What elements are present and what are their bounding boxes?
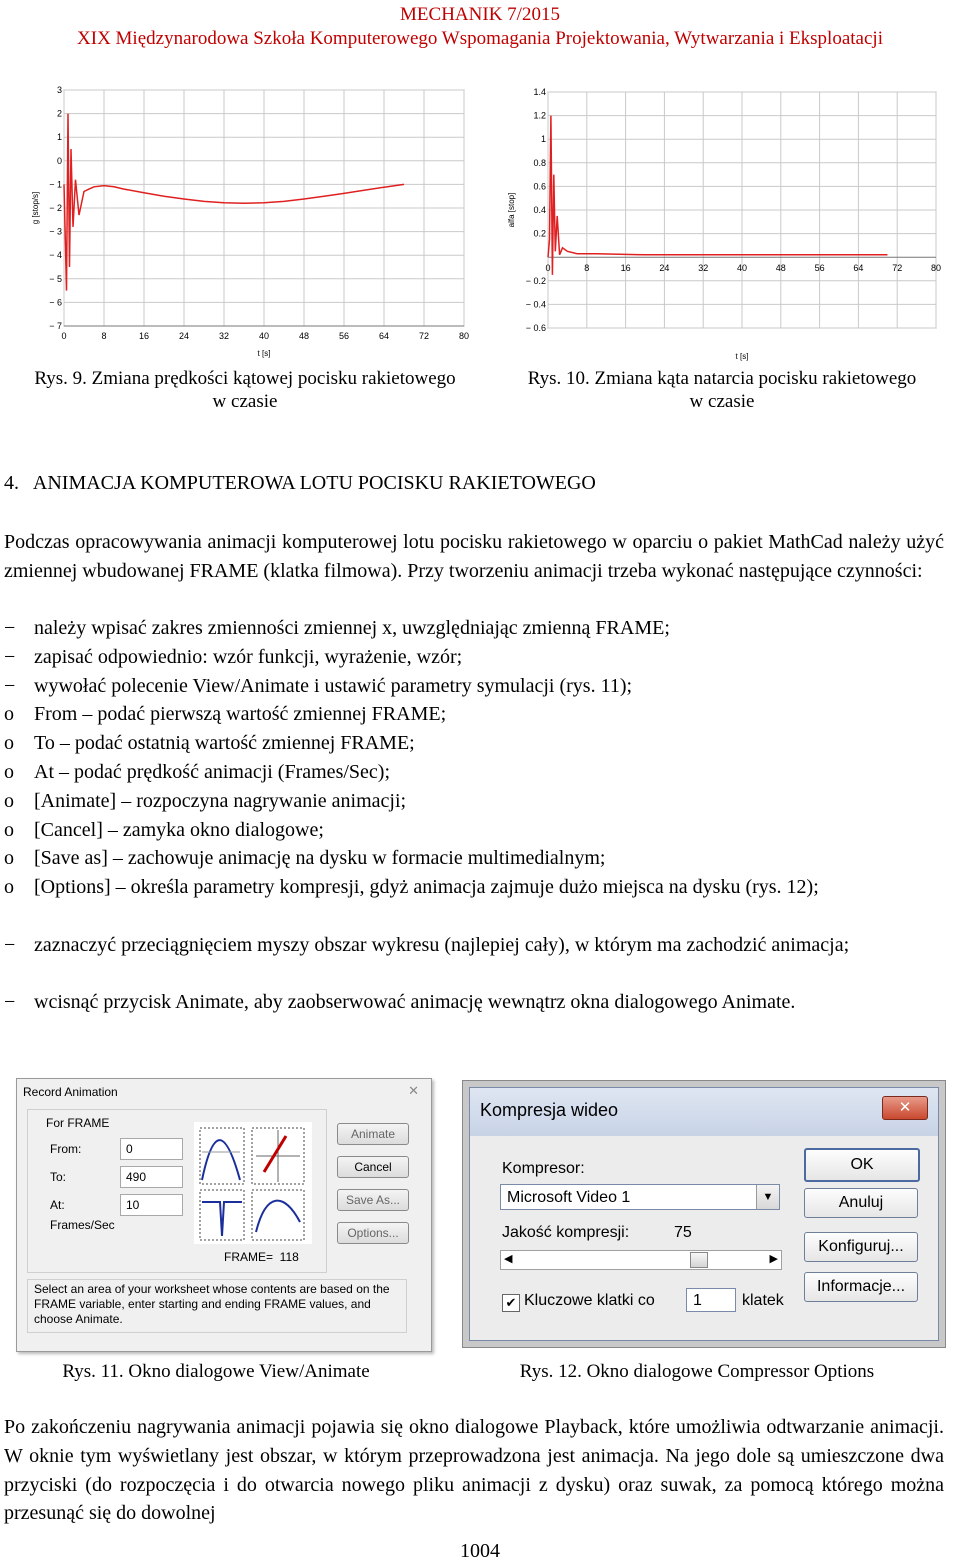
list-marker: − xyxy=(4,617,16,639)
y-axis-title: g [stop/s] xyxy=(31,191,40,225)
list-text: At – podać prędkość animacji (Frames/Sec); xyxy=(34,761,390,783)
list-text: [Animate] – rozpoczyna nagrywanie animacji; xyxy=(34,789,407,812)
save-as-button[interactable]: Save As... xyxy=(337,1189,409,1211)
x-tick-label: 0 xyxy=(545,263,551,273)
list-marker: − xyxy=(4,645,16,668)
y-tick-label: 0.8 xyxy=(533,157,546,168)
list-text: wcisnąć przycisk Animate, aby zaobserwować animację wewnątrz okna dialogowego Animate. xyxy=(34,991,796,1014)
list-text: [Options] – określa parametry kompresji, gdyż animacja zajmuje dużo miejsca na dysku (rys. 12); xyxy=(34,876,819,899)
list-marker: o xyxy=(4,732,14,755)
y-tick-label: − 7 xyxy=(49,321,62,331)
journal-title: MECHANIK 7/2015 xyxy=(400,4,560,25)
from-input[interactable]: 0 xyxy=(120,1138,183,1160)
y-tick-label: − 0.2 xyxy=(525,275,546,286)
fig10-caption-line2: w czasie xyxy=(689,391,755,412)
compress-title: Kompresja wideo xyxy=(480,1100,619,1120)
animate-button[interactable]: Animate xyxy=(337,1123,409,1145)
compress-dialog-frame xyxy=(462,1080,946,1348)
keyframe-input[interactable]: 1 xyxy=(686,1288,736,1312)
x-tick-label: 56 xyxy=(338,331,350,341)
page-number: 1004 xyxy=(460,1540,500,1562)
x-tick-label: 48 xyxy=(775,263,786,273)
list-marker: o xyxy=(4,847,14,870)
list-text: zapisać odpowiednio: wzór funkcji, wyrażenie, wzór; xyxy=(34,645,463,668)
fig9-caption-line1: Rys. 9. Zmiana prędkości kątowej pocisku rakietowego xyxy=(34,368,456,389)
close-icon[interactable]: ✕ xyxy=(408,1083,419,1098)
compressor-value: Microsoft Video 1 xyxy=(507,1189,631,1206)
configure-button[interactable]: Konfiguruj... xyxy=(804,1232,918,1262)
list-marker: o xyxy=(4,818,14,841)
compress-titlebar[interactable] xyxy=(470,1088,938,1136)
fig9-caption-line2: w czasie xyxy=(212,391,278,412)
at-input[interactable]: 10 xyxy=(120,1194,183,1216)
x-tick-label: 72 xyxy=(892,263,903,273)
quality-label: Jakość kompresji: xyxy=(502,1224,630,1241)
y-tick-label: 2 xyxy=(56,108,62,119)
y-tick-label: 1.4 xyxy=(533,87,546,97)
y-tick-label: 0 xyxy=(56,155,62,166)
fig9-caption xyxy=(10,367,480,413)
scroll-left-icon[interactable]: ◀ xyxy=(504,1253,513,1265)
y-tick-label: 3 xyxy=(56,85,62,95)
x-tick-label: 48 xyxy=(298,331,310,341)
fps-label: Frames/Sec xyxy=(50,1218,115,1232)
x-tick-label: 56 xyxy=(814,263,825,273)
x-tick-label: 64 xyxy=(378,331,390,341)
cancel-button[interactable]: Cancel xyxy=(337,1156,409,1178)
record-titlebar[interactable] xyxy=(17,1079,431,1105)
ok-button[interactable]: OK xyxy=(804,1148,920,1182)
y-tick-label: − 5 xyxy=(49,273,62,284)
info-button[interactable]: Informacje... xyxy=(804,1272,918,1302)
to-label: To: xyxy=(50,1170,67,1184)
animation-preview xyxy=(194,1122,312,1244)
y-tick-label: − 6 xyxy=(49,297,62,308)
scroll-right-icon[interactable]: ▶ xyxy=(769,1253,778,1265)
y-tick-label: 1 xyxy=(540,134,546,145)
x-tick-label: 32 xyxy=(698,263,709,273)
x-tick-label: 0 xyxy=(61,331,67,341)
record-title: Record Animation xyxy=(23,1085,118,1099)
x-tick-label: 40 xyxy=(736,263,748,273)
list-marker: − xyxy=(4,933,16,956)
quality-slider[interactable] xyxy=(500,1250,782,1270)
x-tick-label: 8 xyxy=(584,263,590,273)
frame-readout: FRAME= 118 xyxy=(224,1250,299,1264)
list-marker: o xyxy=(4,876,14,899)
list-text: To – podać ostatnią wartość zmiennej FRAME; xyxy=(34,732,415,755)
list-text: wywołać polecenie View/Animate i ustawić parametry symulacji (rys. 11); xyxy=(34,674,633,697)
list-item xyxy=(4,758,944,787)
list-item xyxy=(4,729,944,758)
for-frame-group xyxy=(27,1109,327,1273)
y-tick-label: 0.6 xyxy=(533,181,546,192)
y-tick-label: − 1 xyxy=(49,179,62,190)
compress-dialog xyxy=(469,1087,939,1341)
y-tick-label: 1.2 xyxy=(533,110,546,121)
list-item xyxy=(4,931,944,960)
fig10-caption xyxy=(500,367,944,413)
x-tick-label: 72 xyxy=(418,331,430,341)
x-axis-title: t [s] xyxy=(257,349,271,358)
list-text: [Cancel] – zamyka okno dialogowe; xyxy=(34,818,324,841)
list-item xyxy=(4,643,944,672)
list-marker: o xyxy=(4,703,14,726)
y-tick-label: − 0.6 xyxy=(525,323,546,333)
list-text: From – podać pierwszą wartość zmiennej FRAME; xyxy=(34,703,447,726)
list-text: zaznaczyć przeciągnięciem myszy obszar wykresu (najlepiej cały), w którym ma zachodzić animacja; xyxy=(34,933,850,956)
keyframe-label: Kluczowe klatki co xyxy=(524,1292,655,1309)
record-animation-dialog xyxy=(16,1078,432,1352)
list-item xyxy=(4,672,944,701)
chart-attack-angle xyxy=(504,84,944,364)
list-text: należy wpisać zakres zmienności zmiennej x, uwzględniając zmienną FRAME; xyxy=(34,617,670,639)
section-title: 4. ANIMACJA KOMPUTEROWA LOTU POCISKU RAKIETOWEGO xyxy=(4,472,596,494)
x-tick-label: 64 xyxy=(853,263,864,273)
quality-slider-thumb[interactable] xyxy=(690,1252,708,1268)
list-item xyxy=(4,988,944,1017)
x-tick-label: 16 xyxy=(138,331,150,341)
y-axis-title: alfa [stop] xyxy=(507,192,516,228)
x-axis-title: t [s] xyxy=(735,352,749,361)
y-tick-label: 0.2 xyxy=(533,228,546,239)
fig12-caption: Rys. 12. Okno dialogowe Compressor Options xyxy=(519,1361,875,1382)
keyframe-unit: klatek xyxy=(742,1292,784,1309)
cancel-button[interactable]: Anuluj xyxy=(804,1188,918,1218)
school-title: XIX Międzynarodowa Szkoła Komputerowego Wspomagania Projektowania, Wytwarzania i Eksploatacji xyxy=(77,28,883,49)
list-item xyxy=(4,614,944,643)
group-label: For FRAME xyxy=(46,1116,110,1130)
chevron-down-icon[interactable]: ▼ xyxy=(756,1185,779,1209)
y-tick-label: − 3 xyxy=(49,226,62,237)
options-button[interactable]: Options... xyxy=(337,1222,409,1244)
list-item xyxy=(4,816,944,845)
x-tick-label: 16 xyxy=(620,263,631,273)
list-item xyxy=(4,700,944,729)
x-tick-label: 32 xyxy=(218,331,230,341)
list-item xyxy=(4,873,944,902)
x-tick-label: 80 xyxy=(930,263,942,273)
y-tick-label: − 4 xyxy=(49,250,62,261)
list-marker: − xyxy=(4,674,16,697)
list-text: [Save as] – zachowuje animację na dysku w formacie multimedialnym; xyxy=(34,847,606,870)
compressor-select[interactable] xyxy=(500,1184,780,1210)
chart-angular-velocity xyxy=(28,84,468,364)
y-tick-label: 1 xyxy=(56,132,62,143)
fig11-caption: Rys. 11. Okno dialogowe View/Animate xyxy=(62,1361,370,1382)
record-hint: Select an area of your worksheet whose contents are based on the FRAME variable, enter starting and ending FRAME values, and choose Animate. xyxy=(27,1279,407,1333)
from-label: From: xyxy=(50,1142,82,1156)
y-tick-label: 0.4 xyxy=(533,205,546,215)
to-input[interactable]: 490 xyxy=(120,1166,183,1188)
list-marker: o xyxy=(4,761,14,783)
list-marker: − xyxy=(4,991,16,1014)
y-tick-label: − 2 xyxy=(49,203,62,213)
list-marker: o xyxy=(4,789,14,812)
fig10-caption-line1: Rys. 10. Zmiana kąta natarcia pocisku rakietowego xyxy=(527,368,917,389)
y-tick-label: − 0.4 xyxy=(525,299,546,310)
keyframe-checkbox[interactable]: ✔ xyxy=(502,1294,520,1312)
list-item xyxy=(4,787,944,816)
quality-value: 75 xyxy=(674,1224,692,1241)
x-tick-label: 24 xyxy=(178,331,190,341)
intro-paragraph: Podczas opracowywania animacji komputerowej lotu pocisku rakietowego w oparciu o pakiet MathCad należy użyć zmiennej wbudowanej FRAME (klatka filmowa). Przy tworzeniu animacji trzeba wykonać następujące czynności: xyxy=(4,531,944,582)
closing-paragraph: Po zakończeniu nagrywania animacji pojawia się okno dialogowe Playback, które umożliwia odtwarzanie animacji. W oknie tym wyświetlany jest obszar, w którym przeprowadzona jest animacja. Na jego dole są umieszczone dwa przyciski (do rozpoczęcia i do otwarcia nowego pliku animacji z dysku) oraz suwak, za pomocą którego można przesunąć się do dowolnej xyxy=(4,1416,944,1525)
list-item xyxy=(4,844,944,873)
x-tick-label: 40 xyxy=(258,331,270,341)
x-tick-label: 80 xyxy=(458,331,470,341)
x-tick-label: 24 xyxy=(659,263,670,273)
compressor-label: Kompresor: xyxy=(502,1160,585,1177)
close-icon[interactable]: ✕ xyxy=(882,1096,928,1120)
at-label: At: xyxy=(50,1198,65,1212)
x-tick-label: 8 xyxy=(101,331,107,341)
